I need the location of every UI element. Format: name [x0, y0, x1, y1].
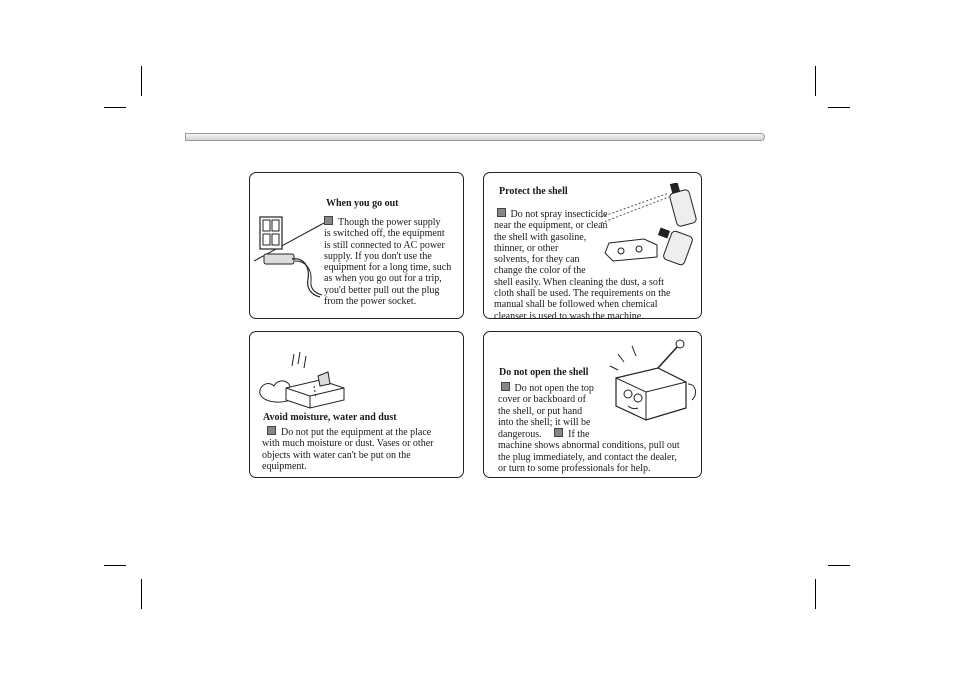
- crop-mark-bottom-right-horizontal: [828, 565, 850, 566]
- panel-avoid-moisture: [249, 331, 464, 478]
- moisture-dust-illustration: [256, 350, 356, 418]
- panel-text: Do not put the equipment at the place with much moisture or dust. Vases or other objects with water can't be put on the equipment.: [262, 427, 434, 472]
- crop-mark-top-right-horizontal: [828, 107, 850, 108]
- panel-title: Avoid moisture, water and dust: [263, 412, 397, 423]
- bullet-square-icon: [554, 428, 563, 437]
- panel-text: Though the power supply is switched off, the equipment is still connected to AC power supply. If you don't use the equipment for a long time, such as when you go out for a trip, you'd better pull out the plug from the power socket.: [324, 217, 452, 308]
- crop-mark-top-right-vertical: [815, 66, 816, 96]
- crop-mark-bottom-left-vertical: [141, 579, 142, 609]
- wall-socket-plug-illustration: [252, 209, 326, 299]
- header-rule: [185, 133, 765, 141]
- panel-when-you-go-out: [249, 172, 464, 319]
- panel-title: When you go out: [326, 198, 399, 209]
- crop-mark-top-left-vertical: [141, 66, 142, 96]
- panel-text: Do not spray insecticide near the equipment, or clean the shell with gasoline, thinner, or other solvents, for they can change the color of the shell easily. When cleaning the dust, a soft cloth shall be used. The requirements on the manual shall be followed when chemical cleanser is used to wash the machine.: [494, 209, 671, 322]
- crop-mark-bottom-right-vertical: [815, 579, 816, 609]
- panel-do-not-open-shell: [483, 331, 702, 478]
- bullet-square-icon: [501, 382, 510, 391]
- crop-mark-top-left-horizontal: [104, 107, 126, 108]
- crop-mark-bottom-left-horizontal: [104, 565, 126, 566]
- panel-title: Protect the shell: [499, 186, 568, 197]
- bullet-square-icon: [267, 426, 276, 435]
- bullet-square-icon: [497, 208, 506, 217]
- panel-protect-the-shell: [483, 172, 702, 322]
- panel-title: Do not open the shell: [499, 367, 589, 378]
- panel-text: Do not open the top cover or backboard of the shell, or put hand into the shell; it will be dangerous. If the machine shows abnormal conditions, pull out the plug immediately, and contact the dealer, or turn to some professionals for help.: [498, 383, 680, 475]
- bullet-square-icon: [324, 216, 333, 225]
